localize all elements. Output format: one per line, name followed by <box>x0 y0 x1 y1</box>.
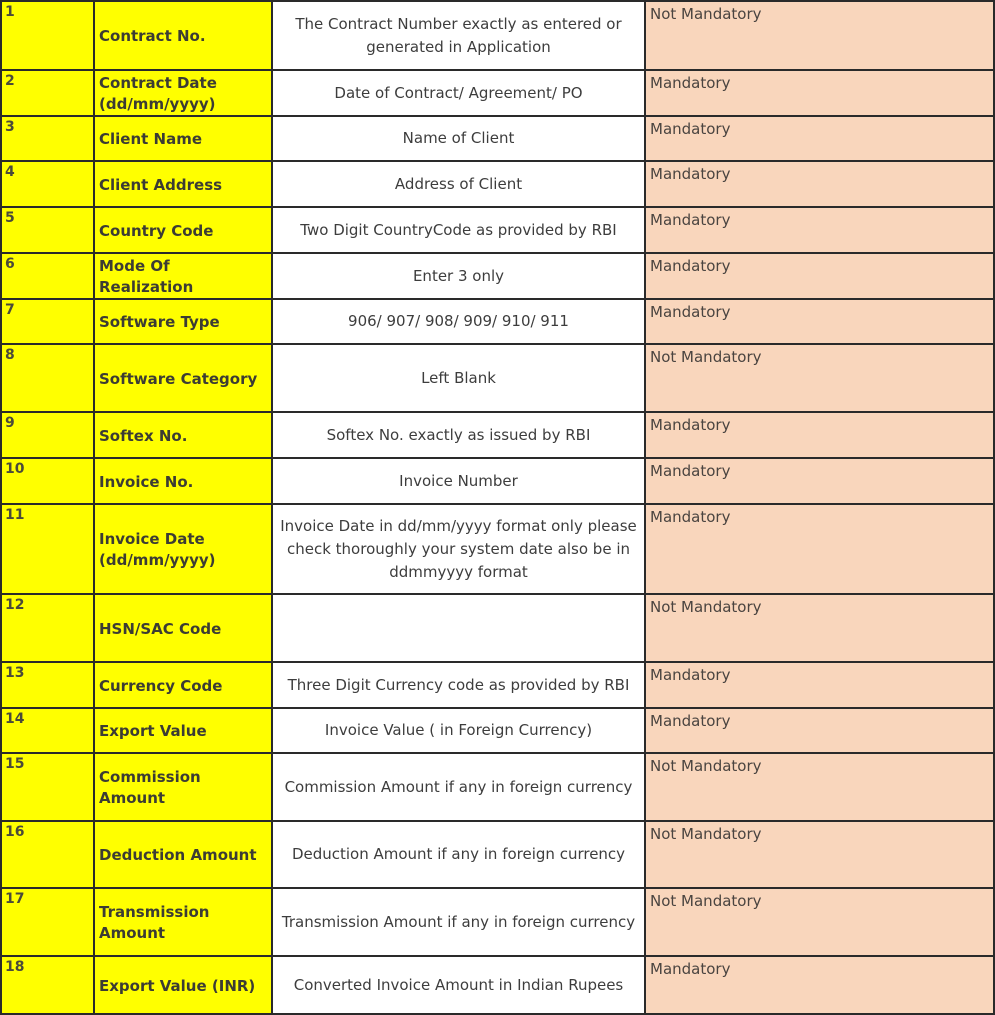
table-row <box>1 662 994 708</box>
field-description: Invoice Number <box>272 458 645 504</box>
row-number: 9 <box>1 412 94 458</box>
requirement-status: Mandatory <box>645 207 994 253</box>
requirement-status: Not Mandatory <box>645 821 994 888</box>
field-description: Two Digit CountryCode as provided by RBI <box>272 207 645 253</box>
row-number: 10 <box>1 458 94 504</box>
requirement-status: Mandatory <box>645 504 994 594</box>
field-description: Left Blank <box>272 344 645 412</box>
field-name: Commission Amount <box>94 753 272 821</box>
field-description: Transmission Amount if any in foreign currency <box>272 888 645 956</box>
table-row <box>1 253 994 299</box>
table-row <box>1 504 994 594</box>
row-number: 18 <box>1 956 94 1014</box>
row-number: 7 <box>1 299 94 344</box>
field-name: Export Value (INR) <box>94 956 272 1014</box>
field-name: Export Value <box>94 708 272 753</box>
field-description: 906/ 907/ 908/ 909/ 910/ 911 <box>272 299 645 344</box>
field-name: Transmission Amount <box>94 888 272 956</box>
table-row <box>1 594 994 662</box>
table-row <box>1 753 994 821</box>
row-number: 8 <box>1 344 94 412</box>
field-description: Converted Invoice Amount in Indian Rupees <box>272 956 645 1014</box>
row-number: 1 <box>1 1 94 70</box>
row-number: 3 <box>1 116 94 161</box>
row-number: 5 <box>1 207 94 253</box>
field-name: Contract No. <box>94 1 272 70</box>
row-number: 13 <box>1 662 94 708</box>
field-name: Contract Date (dd/mm/yyyy) <box>94 70 272 116</box>
field-name: Invoice No. <box>94 458 272 504</box>
requirement-status: Not Mandatory <box>645 1 994 70</box>
field-description: Invoice Value ( in Foreign Currency) <box>272 708 645 753</box>
table-row <box>1 708 994 753</box>
field-description: Name of Client <box>272 116 645 161</box>
field-description: Date of Contract/ Agreement/ PO <box>272 70 645 116</box>
requirement-status: Not Mandatory <box>645 753 994 821</box>
field-description: Deduction Amount if any in foreign currency <box>272 821 645 888</box>
requirement-status: Mandatory <box>645 70 994 116</box>
field-name: Software Category <box>94 344 272 412</box>
field-description: The Contract Number exactly as entered or generated in Application <box>272 1 645 70</box>
table-row <box>1 116 994 161</box>
table-row <box>1 458 994 504</box>
requirement-status: Not Mandatory <box>645 888 994 956</box>
requirement-status: Mandatory <box>645 253 994 299</box>
table-row <box>1 344 994 412</box>
field-description: Three Digit Currency code as provided by RBI <box>272 662 645 708</box>
field-name: Softex No. <box>94 412 272 458</box>
field-name: Mode Of Realization <box>94 253 272 299</box>
table-row <box>1 161 994 207</box>
field-name: Client Address <box>94 161 272 207</box>
field-description: Address of Client <box>272 161 645 207</box>
field-name: Software Type <box>94 299 272 344</box>
field-description <box>272 594 645 662</box>
field-description: Commission Amount if any in foreign currency <box>272 753 645 821</box>
row-number: 2 <box>1 70 94 116</box>
requirement-status: Mandatory <box>645 412 994 458</box>
requirement-status: Mandatory <box>645 458 994 504</box>
table-row <box>1 70 994 116</box>
requirement-status: Mandatory <box>645 161 994 207</box>
row-number: 11 <box>1 504 94 594</box>
table-row <box>1 888 994 956</box>
row-number: 4 <box>1 161 94 207</box>
field-name: Currency Code <box>94 662 272 708</box>
requirement-status: Not Mandatory <box>645 594 994 662</box>
row-number: 17 <box>1 888 94 956</box>
table-row <box>1 1 994 70</box>
requirement-status: Mandatory <box>645 708 994 753</box>
row-number: 12 <box>1 594 94 662</box>
requirement-status: Mandatory <box>645 299 994 344</box>
requirement-status: Mandatory <box>645 116 994 161</box>
field-description: Enter 3 only <box>272 253 645 299</box>
field-name: Country Code <box>94 207 272 253</box>
row-number: 14 <box>1 708 94 753</box>
requirement-status: Mandatory <box>645 956 994 1014</box>
row-number: 15 <box>1 753 94 821</box>
table-row <box>1 207 994 253</box>
table-row <box>1 299 994 344</box>
field-name: Deduction Amount <box>94 821 272 888</box>
requirement-status: Mandatory <box>645 662 994 708</box>
field-name: HSN/SAC Code <box>94 594 272 662</box>
table-row <box>1 821 994 888</box>
field-name: Client Name <box>94 116 272 161</box>
table-row <box>1 956 994 1014</box>
field-description: Softex No. exactly as issued by RBI <box>272 412 645 458</box>
field-description: Invoice Date in dd/mm/yyyy format only please check thoroughly your system date also be in ddmmyyyy format <box>272 504 645 594</box>
row-number: 16 <box>1 821 94 888</box>
table-row <box>1 412 994 458</box>
requirement-status: Not Mandatory <box>645 344 994 412</box>
field-name: Invoice Date (dd/mm/yyyy) <box>94 504 272 594</box>
row-number: 6 <box>1 253 94 299</box>
